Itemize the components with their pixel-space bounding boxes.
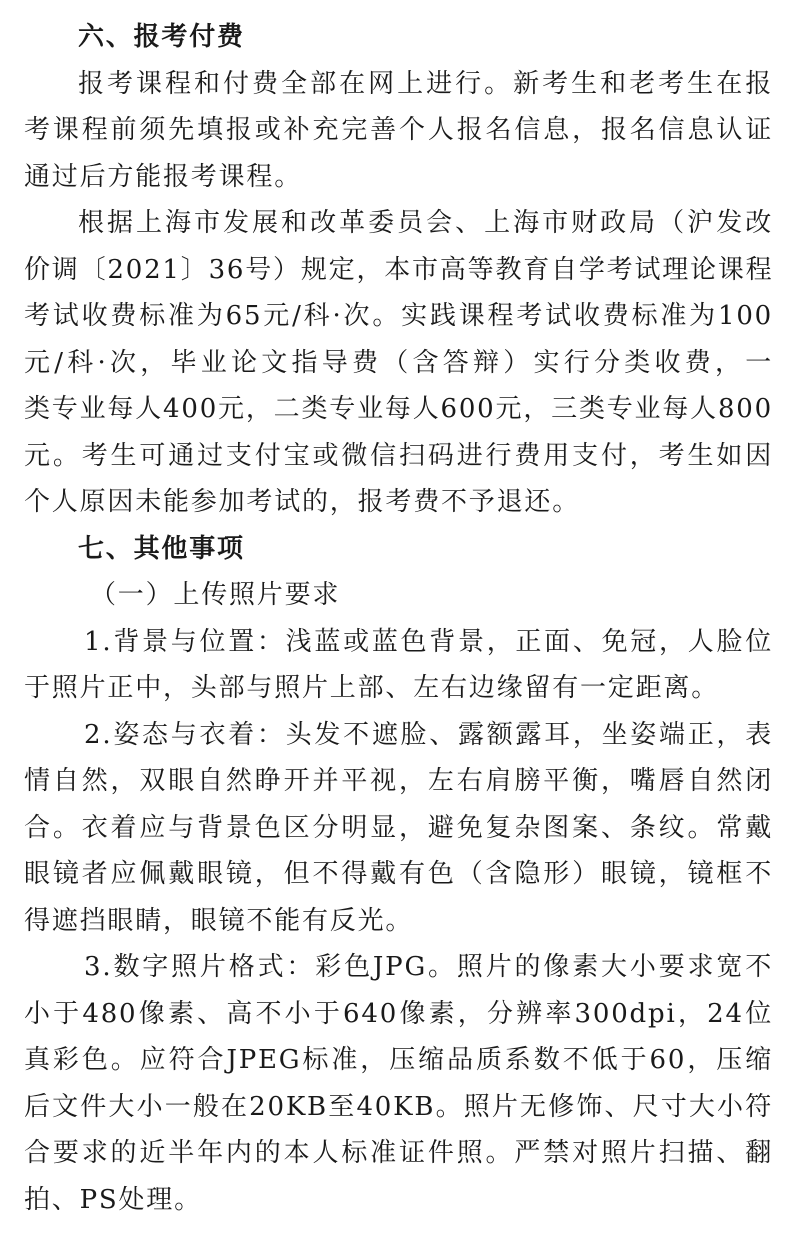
- text-line: 2.姿态与衣着：头发不遮脸、露额露耳，坐姿端正，表: [84, 719, 773, 750]
- section-7-heading: 七、其他事项: [78, 533, 245, 564]
- text-line: 考课程前须先填报或补充完善个人报名信息，报名信息认证: [24, 115, 773, 145]
- text-line: 考试收费标准为65元/科·次。实践课程考试收费标准为100: [24, 301, 773, 331]
- text-line: 合要求的近半年内的本人标准证件照。严禁对照片扫描、翻: [24, 1138, 773, 1168]
- text-line: 报考课程和付费全部在网上进行。新考生和老考生在报: [78, 68, 773, 99]
- text-line: 价调〔2021〕36号）规定，本市高等教育自学考试理论课程: [24, 254, 774, 285]
- text-line: 于照片正中，头部与照片上部、左右边缘留有一定距离。: [24, 673, 720, 703]
- section-6-paragraph-1: [24, 61, 773, 201]
- text-line: 眼镜者应佩戴眼镜，但不得戴有色（含隐形）眼镜，镜框不: [24, 859, 773, 889]
- text-line: 个人原因未能参加考试的，报考费不予退还。: [24, 487, 581, 517]
- text-line: 类专业每人400元，二类专业每人600元，三类专业每人800: [24, 394, 773, 424]
- text-line: 通过后方能报考课程。: [24, 161, 303, 192]
- section-7-other-matters: [24, 526, 773, 1224]
- text-line: 真彩色。应符合JPEG标准，压缩品质系数不低于60，压缩: [24, 1045, 773, 1075]
- text-line: 情自然，双眼自然睁开并平视，左右肩膀平衡，嘴唇自然闭: [24, 766, 773, 796]
- section-6-paragraph-2: [24, 200, 773, 526]
- photo-requirement-item-3: [24, 944, 773, 1223]
- text-line: 3.数字照片格式：彩色JPG。照片的像素大小要求宽不: [84, 952, 773, 982]
- text-line: 元。考生可通过支付宝或微信扫码进行费用支付，考生如因: [24, 440, 773, 471]
- text-line: 1.背景与位置：浅蓝或蓝色背景，正面、免冠，人脸位: [84, 626, 773, 657]
- text-line: 合。衣着应与背景色区分明显，避免复杂图案、条纹。常戴: [24, 812, 773, 843]
- text-line: 得遮挡眼睛，眼镜不能有反光。: [24, 905, 414, 936]
- section-6-heading: 六、报考付费: [78, 22, 245, 52]
- text-line: 根据上海市发展和改革委员会、上海市财政局（沪发改: [78, 208, 773, 238]
- text-line: 后文件大小一般在20KB至40KB。照片无修饰、尺寸大小符: [24, 1091, 773, 1122]
- photo-requirement-item-2: [24, 712, 773, 945]
- photo-requirement-item-1: [24, 619, 773, 712]
- text-line: 小于480像素、高不小于640像素，分辨率300dpi，24位: [24, 998, 773, 1029]
- section-6-fees: [24, 14, 773, 526]
- text-line: 拍、PS处理。: [24, 1184, 202, 1215]
- section-7-subheading: （一）上传照片要求: [90, 580, 341, 610]
- text-line: 元/科·次，毕业论文指导费（含答辩）实行分类收费，一: [24, 347, 773, 378]
